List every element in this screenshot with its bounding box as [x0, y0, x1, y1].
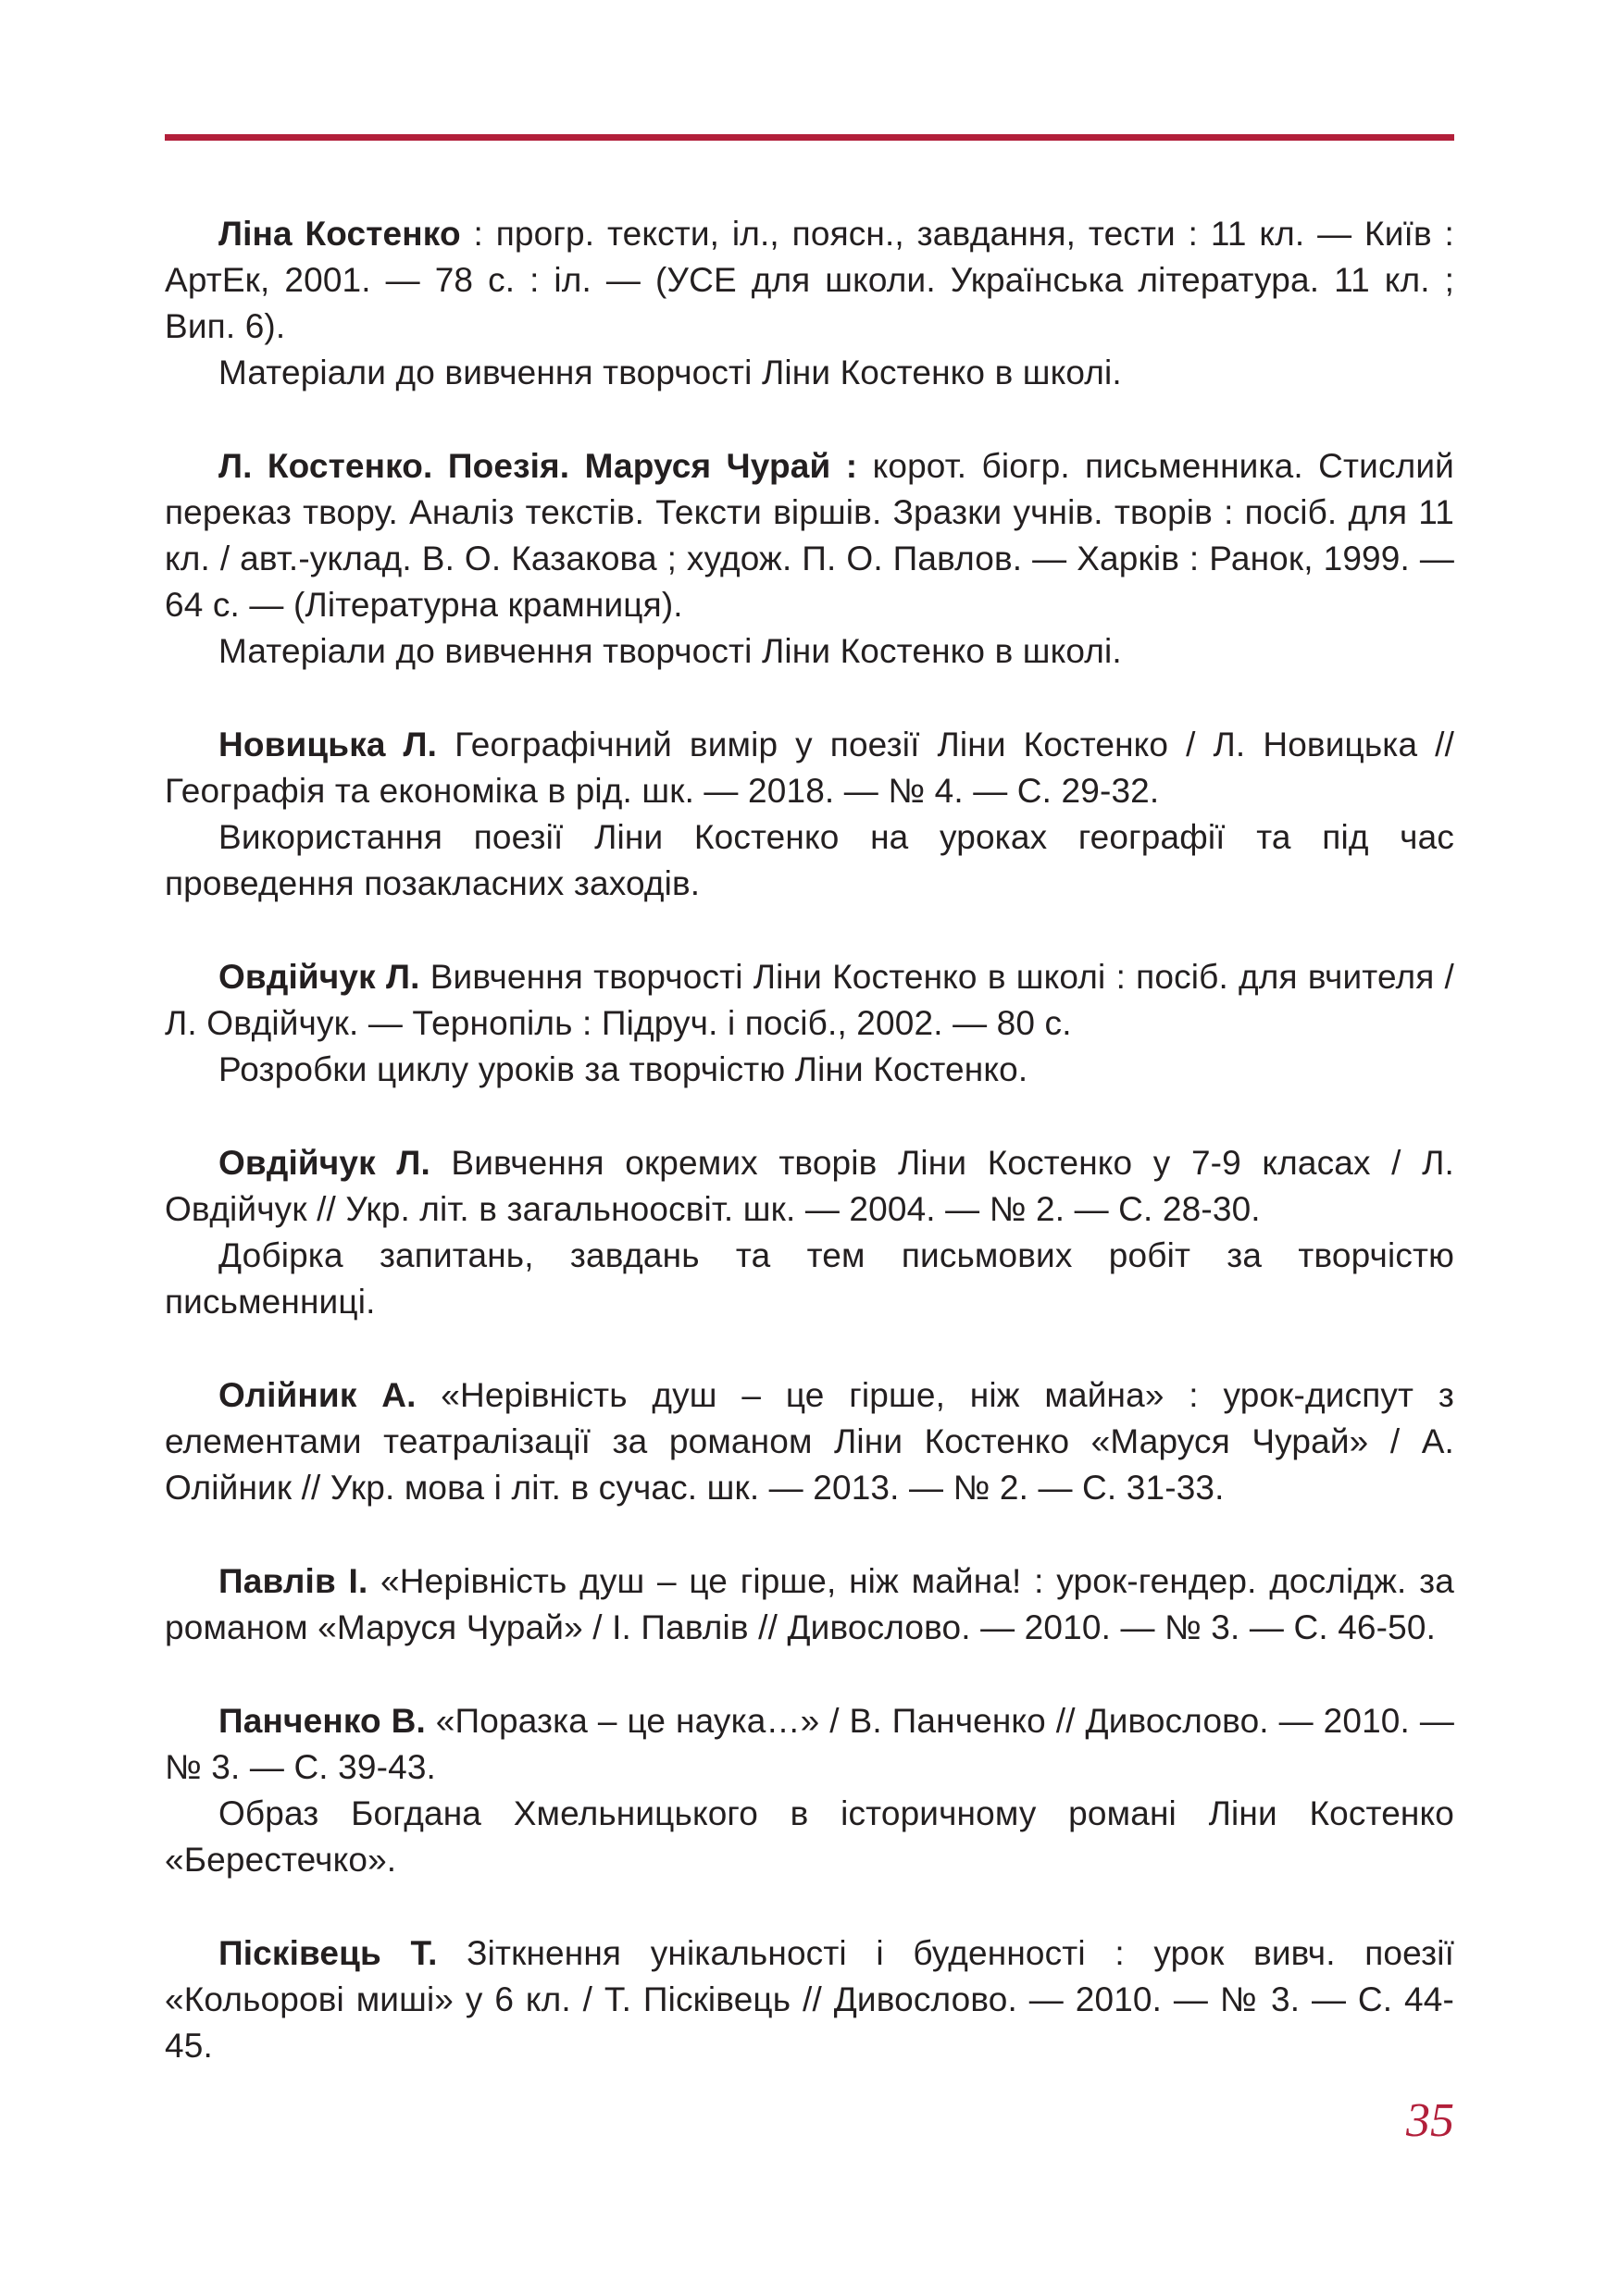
- entry-annotation: Використання поезії Ліни Костенко на уроках географії та під час проведення позакласних заходів.: [165, 818, 1454, 902]
- bibliography-list: [165, 211, 1454, 2116]
- bibliography-entry: [165, 211, 1454, 396]
- bibliography-entry: [165, 954, 1454, 1093]
- entry-details: : прогр. тексти, іл., поясн., завдання, тести : 11 кл. — Київ : АртЕк, 2001. — 78 с. : іл. — (УСЕ для школи. Українська література. 11 кл. ; Вип. 6).: [165, 215, 1454, 345]
- entry-author: Ліна Костенко: [218, 215, 461, 253]
- entry-details: «Поразка – це наука…» / В. Панченко // Дивослово. — 2010. — № 3. — С. 39-43.: [165, 1702, 1454, 1786]
- entry-citation: [165, 443, 1454, 628]
- entry-author: Пісківець Т.: [218, 1934, 438, 1972]
- entry-author: Новицька Л.: [218, 726, 438, 763]
- entry-citation: [165, 1140, 1454, 1233]
- entry-author: Л. Костенко. Поезія. Маруся Чурай :: [218, 447, 858, 485]
- entry-annotation: Матеріали до вивчення творчості Ліни Костенко в школі.: [218, 632, 1122, 670]
- entry-details: Вивчення окремих творів Ліни Костенко у 7-9 класах / Л. Овдійчук // Укр. літ. в загальноосвіт. шк. — 2004. — № 2. — С. 28-30.: [165, 1144, 1454, 1228]
- entry-citation: [165, 1698, 1454, 1791]
- entry-details: Зіткнення унікальності і буденності : урок вивч. поезії «Кольорові миші» у 6 кл. / Т. Пісківець // Дивослово. — 2010. — № 3. — С. 44-45.: [165, 1934, 1454, 2065]
- entry-details: «Нерівність душ – це гірше, ніж майна» : урок-диспут з елементами театралізації за романом Ліни Костенко «Маруся Чурай» / А. Олійник // Укр. мова і літ. в сучас. шк. — 2013. — № 2. — С. 31-33.: [165, 1376, 1454, 1507]
- bibliography-entry: [165, 1140, 1454, 1325]
- bibliography-entry: [165, 1698, 1454, 1883]
- entry-details: Вивчення творчості Ліни Костенко в школі : посіб. для вчителя / Л. Овдійчук. — Тернопіль : Підруч. і посіб., 2002. — 80 с.: [165, 958, 1454, 1042]
- entry-author: Овдійчук Л.: [218, 958, 420, 996]
- bibliography-entry: [165, 1930, 1454, 2069]
- entry-citation: [165, 1372, 1454, 1511]
- bibliography-entry: [165, 1372, 1454, 1511]
- entry-annotation: Добірка запитань, завдань та тем письмових робіт за творчістю письменниці.: [165, 1236, 1454, 1321]
- entry-author: Панченко В.: [218, 1702, 426, 1740]
- entry-citation: [165, 1930, 1454, 2069]
- entry-citation: [165, 722, 1454, 814]
- entry-details: Географічний вимір у поезії Ліни Костенко / Л. Новицька // Географія та економіка в рід. шк. — 2018. — № 4. — С. 29-32.: [165, 726, 1454, 810]
- entry-author: Овдійчук Л.: [218, 1144, 430, 1182]
- entry-citation: [165, 211, 1454, 350]
- top-decorative-rule: [165, 134, 1454, 141]
- entry-annotation: Розробки циклу уроків за творчістю Ліни Костенко.: [218, 1050, 1028, 1088]
- entry-details: корот. біогр. письменника. Стислий переказ твору. Аналіз текстів. Тексти віршів. Зразки учнів. творів : посіб. для 11 кл. / авт.-уклад. В. О. Казакова ; худож. П. О. Павлов. — Харків : Ранок, 1999. — 64 с. — (Літературна крамниця).: [165, 447, 1454, 624]
- bibliography-entry: [165, 722, 1454, 907]
- page-number: 35: [1406, 2094, 1454, 2147]
- entry-citation: [165, 1558, 1454, 1651]
- bibliography-entry: [165, 1558, 1454, 1651]
- entry-annotation: Образ Богдана Хмельницького в історичному романі Ліни Костенко «Берестечко».: [165, 1794, 1454, 1879]
- bibliography-entry: [165, 443, 1454, 675]
- entry-details: «Нерівність душ – це гірше, ніж майна! : урок-гендер. дослідж. за романом «Маруся Чурай» / І. Павлів // Дивослово. — 2010. — № 3. — С. 46-50.: [165, 1562, 1454, 1646]
- entry-author: Павлів І.: [218, 1562, 368, 1600]
- entry-citation: [165, 954, 1454, 1047]
- entry-author: Олійник А.: [218, 1376, 417, 1414]
- entry-annotation: Матеріали до вивчення творчості Ліни Костенко в школі.: [218, 354, 1122, 391]
